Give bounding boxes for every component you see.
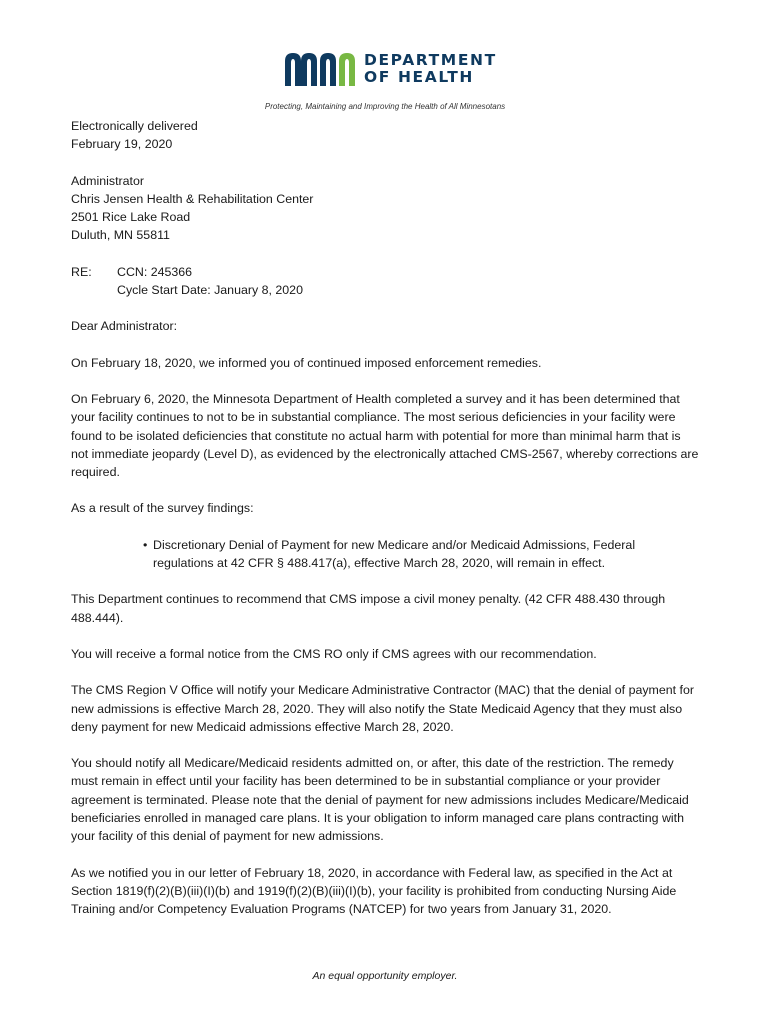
- tagline: Protecting, Maintaining and Improving the Health of All Minnesotans: [264, 102, 506, 111]
- letter-date: February 19, 2020: [71, 137, 173, 152]
- re-label: RE:: [71, 264, 92, 279]
- salutation: Dear Administrator:: [71, 319, 178, 334]
- paragraph: On February 18, 2020, we informed you of continued imposed enforcement remedies.: [71, 355, 542, 370]
- logo-text-of-health: OF HEALTH: [364, 68, 474, 86]
- address-line: 2501 Rice Lake Road: [71, 210, 191, 225]
- paragraph: The CMS Region V Office will notify your Medicare Administrative Contractor (MAC) that the denial of payment for new admissions is effective March 28, 2020. They will also notify the State Medicaid Agency that they must also deny payment for new Medicaid admissions effective March 28, 2020.: [71, 683, 694, 734]
- recipient-address: [71, 172, 701, 245]
- logo-text-department: DEPARTMENT: [364, 50, 497, 69]
- mn-logo-mark-icon: [285, 52, 355, 86]
- bullet-dot: •: [143, 537, 148, 552]
- paragraph: You should notify all Medicare/Medicaid residents admitted on, or after, this date of the restriction. The remedy must remain in effect until your facility has been determined to be in substantial compliance or your provider agreement is terminated. Please note that the denial of payment for new admissions includes Medicare/Medicaid beneficiaries enrolled in managed care plans. It is your obligation to inform managed care plans contracting with your facility of this denial of payment for new admissions.: [71, 756, 689, 844]
- paragraph: This Department continues to recommend that CMS impose a civil money penalty. (42 CFR 488.430 through 488.444).: [71, 592, 666, 625]
- paragraph: As we notified you in our letter of February 18, 2020, in accordance with Federal law, as specified in the Act at Section 1819(f)(2)(B)(iii)(I)(b) and 1919(f)(2)(B)(iii)(I)(b), your facility is prohibited from conducting Nursing Aide Training and/or Competency Evaluation Programs (NATCEP) for two years from January 31, 2020.: [71, 865, 677, 917]
- letter-body: [71, 117, 701, 919]
- paragraph: As a result of the survey findings:: [71, 501, 254, 516]
- address-line: Chris Jensen Health & Rehabilitation Center: [71, 191, 314, 206]
- paragraph: You will receive a formal notice from the CMS RO only if CMS agrees with our recommendation.: [71, 646, 597, 661]
- bullet-text: Discretionary Denial of Payment for new Medicare and/or Medicaid Admissions, Federal regulations at 42 CFR § 488.417(a), effective March 28, 2020, will remain in effect.: [153, 537, 636, 571]
- ccn-line: CCN: 245366: [117, 264, 193, 279]
- paragraph: On February 6, 2020, the Minnesota Department of Health completed a survey and it has been determined that your facility continues to not to be in substantial compliance. The most serious deficiencies in your facility were found to be isolated deficiencies that constitute no actual harm with potential for more than minimal harm that is not immediate jeopardy (Level D), as evidenced by the electronically attached CMS-2567, whereby corrections are required.: [71, 391, 699, 480]
- delivery-method: Electronically delivered: [71, 119, 198, 133]
- subject-block: [71, 263, 701, 300]
- mdh-logo: [285, 52, 497, 86]
- address-line: Duluth, MN 55811: [71, 228, 170, 243]
- address-line: Administrator: [71, 173, 144, 188]
- cycle-start-line: Cycle Start Date: January 8, 2020: [117, 283, 303, 298]
- bullet-item: [143, 536, 701, 573]
- footer-text: An equal opportunity employer.: [312, 970, 458, 982]
